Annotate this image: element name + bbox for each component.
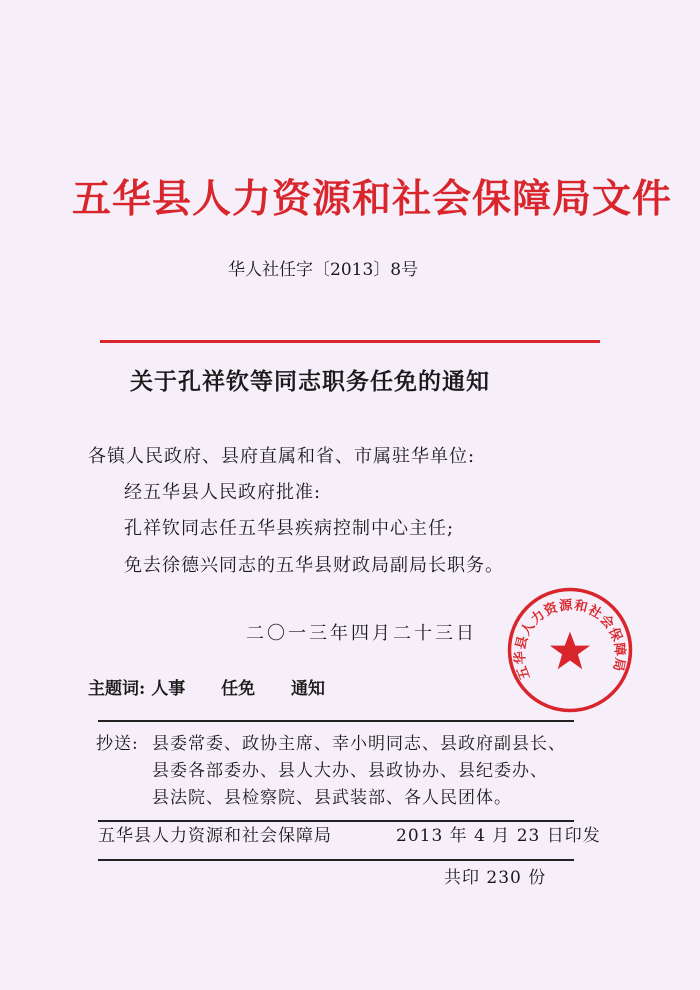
keywords: [88, 679, 325, 699]
divider: [98, 859, 574, 861]
notice-subject: 关于孔祥钦等同志职务任免的通知: [130, 368, 490, 395]
copies-count: 共印 230 份: [444, 868, 547, 888]
signing-date: 二〇一三年四月二十三日: [246, 623, 477, 644]
keyword: 任免: [221, 679, 256, 699]
document-number: 华人社任字〔2013〕8号: [228, 260, 419, 280]
keyword: 通知: [291, 679, 326, 699]
body-line: 孔祥钦同志任五华县疾病控制中心主任;: [124, 518, 455, 539]
seal-text: 五华县人力资源和社会保障局: [513, 598, 628, 682]
body-line: 免去徐德兴同志的五华县财政局副局长职务。: [124, 555, 504, 576]
document-header-title: 五华县人力资源和社会保障局文件: [72, 176, 673, 222]
keywords-label: 主题词:: [88, 679, 146, 699]
keyword: 人事: [151, 679, 186, 699]
cc-label: 抄送:: [96, 734, 139, 754]
cc-line: 县委常委、政协主席、幸小明同志、县政府副县长、: [152, 734, 566, 754]
divider: [98, 720, 574, 722]
official-seal: [506, 586, 634, 714]
addressee: 各镇人民政府、县府直属和省、市属驻华单位:: [88, 446, 476, 467]
divider: [98, 820, 574, 822]
cc-line: 县委各部委办、县人大办、县政协办、县纪委办、: [152, 761, 548, 781]
body-line: 经五华县人民政府批准:: [124, 482, 322, 503]
star-icon: [550, 632, 590, 670]
issuer: 五华县人力资源和社会保障局: [98, 826, 332, 846]
red-divider: [100, 340, 600, 343]
issue-date: 2013 年 4 月 23 日印发: [396, 826, 601, 846]
cc-line: 县法院、县检察院、县武装部、各人民团体。: [152, 788, 512, 808]
